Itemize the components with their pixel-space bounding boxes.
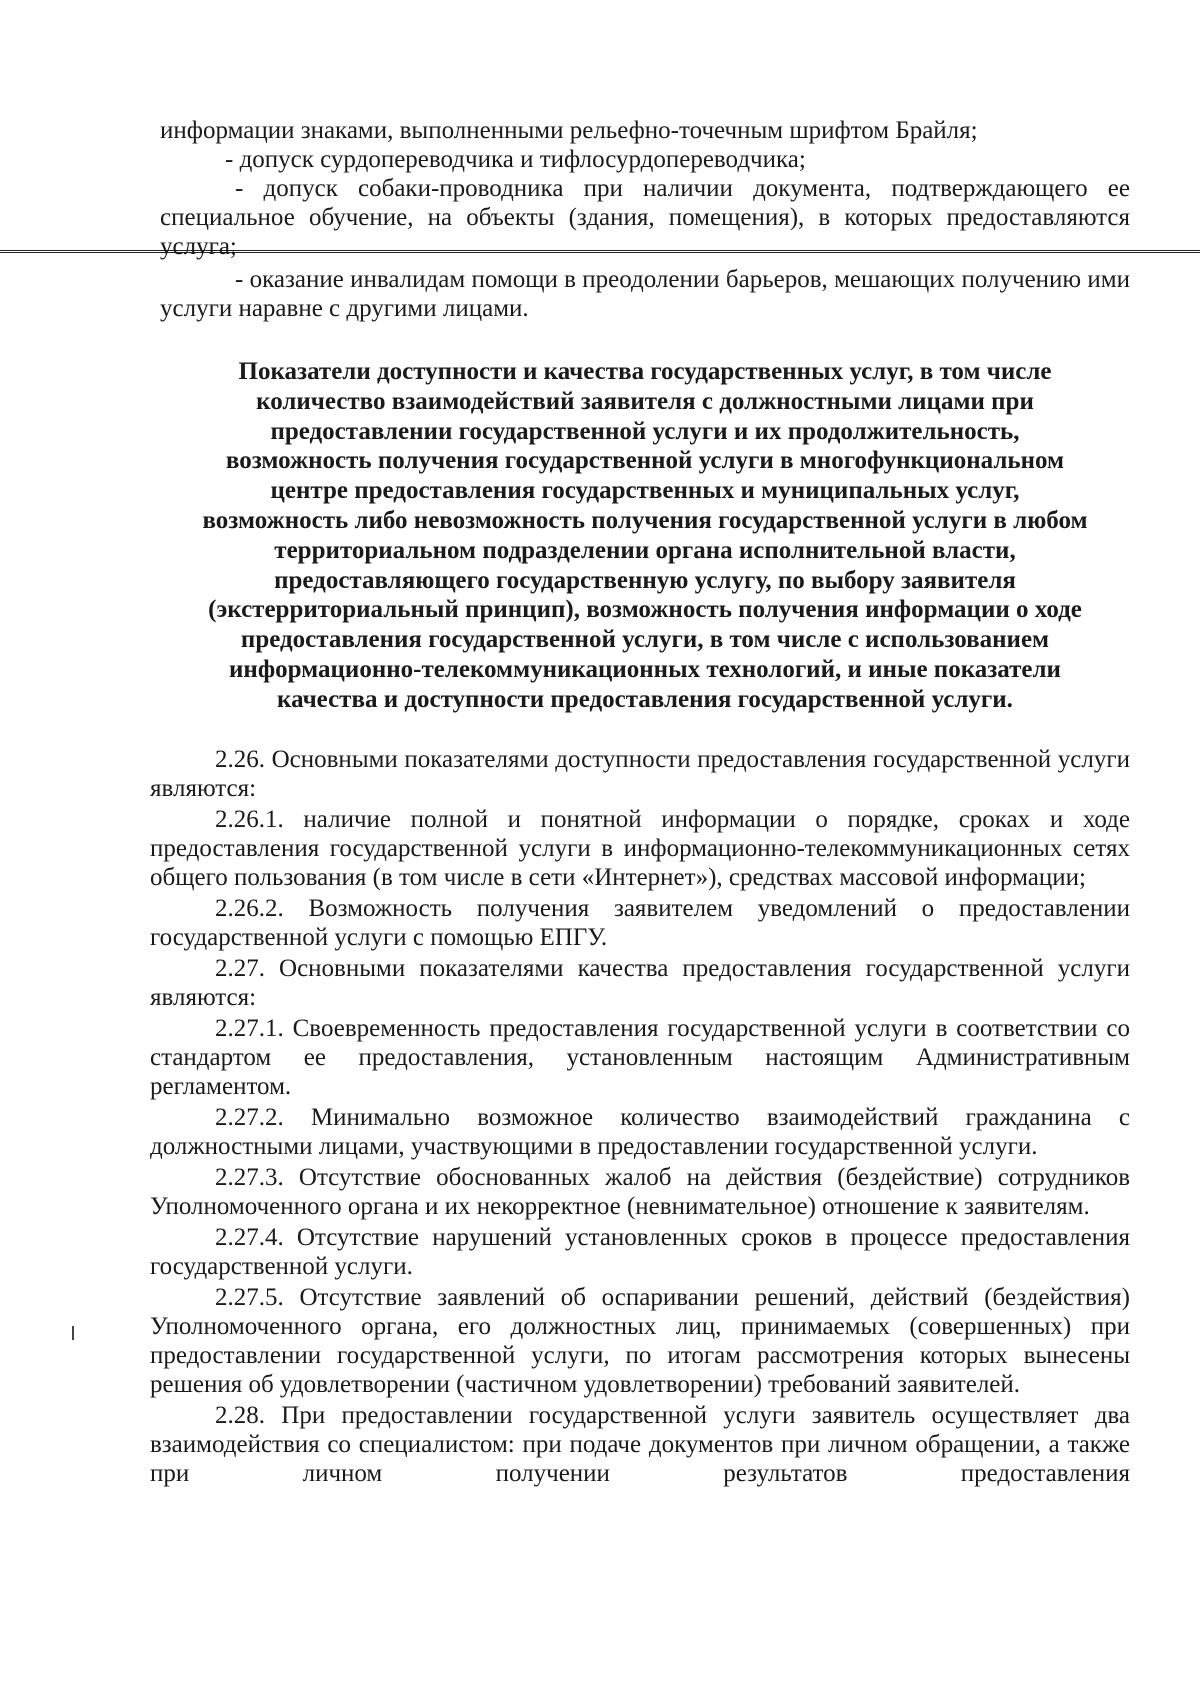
section-heading [150,357,1130,715]
heading-line: предоставляющего государственную услугу, по выбору заявителя [274,566,1016,594]
paragraph-braille: информации знаками, выполненными рельефно-точечным шрифтом Брайля; [160,117,978,144]
clause-2-27-4: 2.27.4. Отсутствие нарушений установленных сроков в процессе предоставления государственной услуги. [150,1223,1130,1280]
heading-line: количество взаимодействий заявителя с должностными лицами при [256,387,1034,415]
heading-line: территориальном подразделении органа исполнительной власти, [274,536,1016,564]
clause-2-27-1: 2.27.1. Своевременность предоставления государственной услуги в соответствии со стандартом ее предоставления, установленным настоящим Административным регламентом. [150,1014,1130,1100]
heading-line: качества и доступности предоставления государственной услуги. [277,685,1013,713]
paragraph-guide-dog: - допуск собаки-проводника при наличии документа, подтверждающего ее специальное обучение, на объекты (здания, помещения), в которых предоставляются услуга; [160,175,1130,260]
heading-line: информационно-телекоммуникационных технологий, и иные показатели [229,655,1061,683]
heading-line: Показатели доступности и качества государственных услуг, в том числе [238,358,1052,385]
clause-2-27: 2.27. Основными показателями качества предоставления государственной услуги являются: [150,954,1130,1011]
document-page [150,116,1130,1488]
heading-line: возможность либо невозможность получения государственной услуги в любом [202,506,1088,534]
heading-line: предоставления государственной услуги, в том числе с использованием [240,626,1050,654]
clause-2-26: 2.26. Основными показателями доступности предоставления государственной услуги являются: [150,745,1130,802]
clause-2-28: 2.28. При предоставлении государственной услуги заявитель осуществляет два взаимодействия со специалистом: при подаче документов при личном обращении, а также при личном получении результатов предоставления [150,1401,1130,1487]
clause-2-26-2: 2.26.2. Возможность получения заявителем уведомлений о предоставлении государственной услуги с помощью ЕПГУ. [150,894,1130,951]
clause-2-26-1: 2.26.1. наличие полной и понятной информации о порядке, сроках и ходе предоставления государственной услуги в информационно-телекоммуникационных сетях общего пользования (в том числе в сети «Интернет»), средствах массовой информации; [150,805,1130,891]
heading-line: (экстерриториальный принцип), возможность получения информации о ходе [208,596,1082,624]
clause-2-27-2: 2.27.2. Минимально возможное количество взаимодействий гражданина с должностными лицами, участвующими в предоставлении государственной услуги. [150,1103,1130,1160]
paragraph-assistance: - оказание инвалидам помощи в преодолении барьеров, мешающих получению ими услуги наравне с другими лицами. [160,266,1130,322]
heading-line: предоставлении государственной услуги и их продолжительность, [270,417,1020,445]
clause-2-27-5: 2.27.5. Отсутствие заявлений об оспаривании решений, действий (бездействия) Уполномоченного органа, его должностных лиц, принимаемых (совершенных) при предоставлении государственной услуги, по итогам рассмотрения которых вынесены решения об удовлетворении (частичном удовлетворении) требований заявителей. [150,1283,1130,1398]
clause-2-27-3: 2.27.3. Отсутствие обоснованных жалоб на действия (бездействие) сотрудников Уполномоченного органа и их некорректное (невнимательное) отношение к заявителям. [150,1163,1130,1220]
heading-line: центре предоставления государственных и муниципальных услуг, [270,477,1020,505]
heading-line: возможность получения государственной услуги в многофункциональном [225,447,1065,475]
paragraph-sign-interpreter: - допуск сурдопереводчика и тифлосурдопереводчика; [225,146,806,173]
scan-margin-mark [72,1326,74,1340]
